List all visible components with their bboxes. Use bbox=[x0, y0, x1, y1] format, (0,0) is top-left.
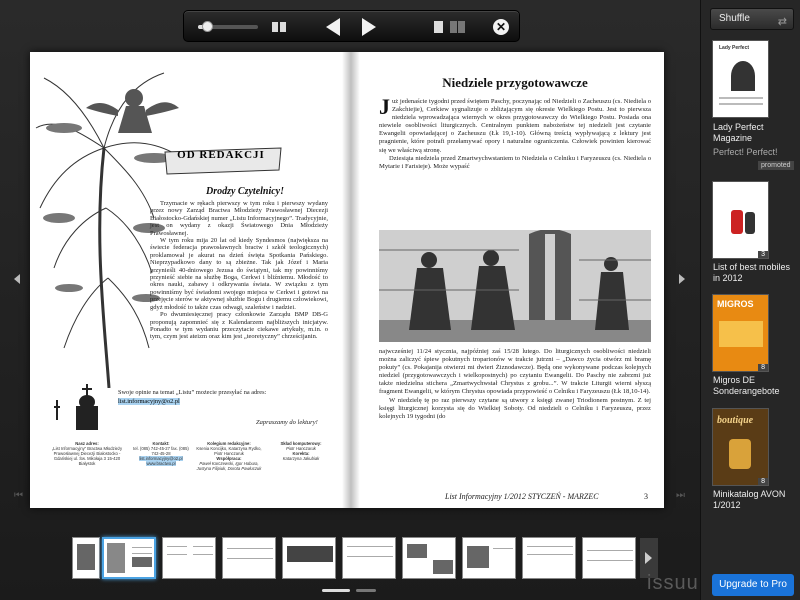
cover-portrait-image bbox=[731, 61, 755, 91]
cooperation-text: Paweł Karczewski, Igor Habura, Justyna Filipiuk, Dorota Pawluczuk bbox=[196, 461, 262, 471]
layout-heading: Skład komputerowy: bbox=[280, 441, 322, 446]
layout-column bbox=[266, 441, 336, 461]
recommendation-cover[interactable] bbox=[712, 408, 769, 486]
cover-brand: MIGROS bbox=[717, 299, 754, 309]
contact-phones: tel. (085) 742-45-27 fax. (085) 742-45-28 bbox=[133, 446, 189, 456]
recommendation-subtitle: Perfect! Perfect! bbox=[713, 147, 778, 157]
page-count-badge: 8 bbox=[758, 478, 768, 485]
email-invitation-text: Swoje opinie na temat „Listu” możecie przesyłać na adres: bbox=[118, 389, 267, 396]
article-paragraph: Dziesiąta niedziela przed Zmartwychwstaniem to Niedziela o Celniku i Faryzeuszu (cs. Niediela o Mytarie i Farisieje). Może wypaść bbox=[379, 154, 651, 170]
article-title: Niedziele przygotowawcze bbox=[442, 75, 588, 90]
next-page-button[interactable] bbox=[362, 18, 376, 36]
cover-phone-image bbox=[731, 210, 743, 234]
article-paragraph: uż jedenaście tygodni przed świętem Paschy, poczynając od Niedzieli o Zacheuszu (cs. Niediela o Zakchiejie), Cerkiew sygnalizuje o zbliżającym się okresie Wielkiego Postu. Jest to pierwsza niedziela wprowadzająca wiernych w okres przygotowawczy do Wielkiego Postu. Posiada ona niewiele osobliwości liturgicznych. Centralnym punktem nabożeństw tej niedzieli jest czytanie Ewangelii opowiadającej o Zacheuszu (Łk 19,1-10). Główną treścią wypływającą z lektury jest pragnienie, które potrafi przełamywać opory i naturalne ograniczenia. Człowiek powinien kierować się we właściwą stronę. bbox=[379, 98, 651, 154]
editorial-paragraph: Po dwumiesięcznej pracy członkowie Zarządu BMP DB-G proponują zapomnieć się z Kalendarzem najbliższych inicjatyw. Ponadto w tym wydaniu przeczytacie ciekawe artykuły, m.in. o tym, czym jest ateizm oraz kim jest „teoretyczny” chrześcijanin. bbox=[150, 311, 328, 341]
page-thumbnail[interactable] bbox=[282, 537, 336, 579]
recommendation-title[interactable]: Migros DE Sonderangebote bbox=[713, 375, 780, 396]
editorial-body bbox=[150, 200, 328, 341]
article-text-bottom bbox=[379, 348, 651, 421]
page-thumbnail[interactable] bbox=[522, 537, 576, 579]
chevron-right-icon bbox=[645, 552, 652, 564]
first-page-icon[interactable]: ⏮ bbox=[14, 490, 23, 501]
shuffle-button[interactable] bbox=[710, 8, 794, 30]
address-column bbox=[48, 441, 126, 466]
article-paragraph: W niedzielę tę po raz pierwszy czytane są utwory z księgi zwanej Triodionem postnym. Z tej księgi liturgicznej korzysta się do Wielkiej Soboty. Od niedzieli o Celniku i Faryzeuszu, przez kolejnych 19 tygodni (do bbox=[379, 396, 651, 420]
greeting-title: Drodzy Czytelnicy! bbox=[205, 186, 285, 197]
editors-text: Ksenia Koncijko, Katarzyna Rydko, Piotr Hanczaruk bbox=[196, 446, 262, 456]
next-spread-arrow-icon[interactable] bbox=[679, 274, 685, 284]
page-thumbnail[interactable] bbox=[462, 537, 516, 579]
page-number: 3 bbox=[644, 492, 648, 501]
church-cross-illustration bbox=[54, 382, 124, 434]
double-page-view-icon[interactable] bbox=[450, 21, 466, 33]
promoted-badge: promoted bbox=[758, 161, 794, 170]
previous-page-button[interactable] bbox=[326, 18, 340, 36]
address-text: „List Informacyjny” Bractwa Młodzieży Prawosławnej Diecezji Białostocko - Gdańskiej ul. Św. Mikołaja 3 15-420 Białystok bbox=[51, 446, 123, 466]
close-reader-button[interactable]: ✕ bbox=[493, 19, 509, 35]
cover-brand: boutique bbox=[717, 415, 754, 426]
previous-spread-arrow-icon[interactable] bbox=[14, 274, 20, 284]
editors-column bbox=[196, 441, 262, 471]
last-page-icon[interactable]: ⏭ bbox=[676, 490, 685, 501]
left-page[interactable] bbox=[30, 52, 348, 508]
zoom-slider[interactable] bbox=[198, 25, 258, 29]
page-thumbnail[interactable] bbox=[222, 537, 276, 579]
recommendation-cover[interactable] bbox=[712, 294, 769, 372]
article-paragraph: najwcześniej 11/24 stycznia, najpóźniej zaś 15/28 lutego. Do liturgicznych osobliwości niedzieli można zaliczyć śpiew pokutnych troparionów w trakcie jutrzni – „Dawco życia otwórz mi bramę pokuty” (cs. Pokajanija otwierzi mi dwieri Żiznodawcze). Będą one wykonywane podczas kolejnych niedziel (przygotowawczych i wielkopostnych) po czytaniu Ewangelii. Do Paschy nie zabrzmi już także niedzielna stichera „Zmartwychwstał Chrystus z grobu...”. W trakcie Liturgii wierni słyszą fragment Ewangelii, w którym Chrystus opowiada przypowieść o Celniku i Faryzeuszu (Łk 18,10-14). bbox=[379, 348, 651, 396]
contact-heading: Kontakt: bbox=[152, 441, 170, 446]
contact-column bbox=[130, 441, 192, 466]
page-thumbnail[interactable] bbox=[582, 537, 636, 579]
article-text-top bbox=[379, 94, 651, 171]
page-count-badge: 3 bbox=[758, 251, 768, 258]
recommendation-cover[interactable] bbox=[712, 181, 769, 259]
issuu-logo: issuu bbox=[647, 572, 699, 594]
shuffle-icon: ⇄ bbox=[777, 16, 787, 28]
upgrade-to-pro-button[interactable]: Upgrade to Pro bbox=[712, 574, 794, 596]
page-thumbnail[interactable] bbox=[72, 537, 100, 579]
cooperation-heading: Współpraca: bbox=[216, 456, 242, 461]
page-thumbnail[interactable] bbox=[342, 537, 396, 579]
editorial-paragraph: Trzymacie w rękach pierwszy w tym roku i pierwszy wydany przez nowy Zarząd Bractwa Młodzieży Prawosławnej Diecezji Białostocko-Gdańskiej numer „Listu Informacyjnego”. Tradycyjnie, jest on wydany z okazji Światowego Dnia Młodzieży Prawosławnej. bbox=[150, 200, 328, 237]
page-thumbnail[interactable] bbox=[402, 537, 456, 579]
layout-text: Piotr Hanczaruk bbox=[286, 446, 316, 451]
recommendations-sidebar bbox=[700, 0, 800, 600]
page-count-badge: 8 bbox=[758, 364, 768, 371]
proofreading-heading: Korekta: bbox=[292, 451, 310, 456]
issue-footer: List Informacyjny 1/2012 STYCZEŃ - MARZEC bbox=[445, 492, 599, 501]
reader-toolbar bbox=[183, 10, 520, 42]
pharisee-publican-engraving bbox=[379, 230, 651, 342]
page-thumbnail[interactable] bbox=[162, 537, 216, 579]
shuffle-button-label: Shuffle bbox=[719, 13, 750, 24]
fit-width-icon[interactable] bbox=[272, 22, 286, 32]
recommendation-title[interactable]: Minikatalog AVON 1/2012 bbox=[713, 489, 786, 510]
recommendation-title[interactable]: List of best mobiles in 2012 bbox=[713, 262, 791, 283]
cover-masthead: Lady Perfect bbox=[719, 45, 750, 51]
masthead-footer bbox=[48, 441, 338, 501]
address-heading: Nasz adres: bbox=[75, 441, 99, 446]
proofreading-text: Katarzyna Jakubiak bbox=[282, 456, 320, 461]
editors-heading: Kolegium redakcyjne: bbox=[207, 441, 251, 446]
zoom-slider-knob[interactable] bbox=[202, 21, 213, 32]
cover-perfume-image bbox=[729, 439, 751, 469]
strip-scroll-indicator[interactable] bbox=[322, 589, 382, 593]
drop-cap: J bbox=[379, 94, 390, 119]
recommendation-cover[interactable] bbox=[712, 40, 769, 118]
closing-text: Zapraszamy do lektury! bbox=[256, 419, 318, 426]
single-page-view-icon[interactable] bbox=[434, 21, 443, 33]
editorial-paragraph: W tym roku mija 20 lat od kiedy Syndesmos (największa na świecie federacja prawosławnych bractw i szkół teologicznych) proklamował je akurat na dzień święta Spotkania Pańskiego. Nieprzypadkowo dany to są zbieżne. Tak jak Józef i Maria przynieśli 40-dniowego Jezusa do świątyni, tak my powinniśmy przynieść siebie na służbę Boga, Cerkwi i bliźniemu. Młodość to okres nauki, zabawy i odkrywania świata. W związku z tym powinniśmy być świadomi swojego miejsca w Cerkwi i gotowi na przejęcie sterów w aktywnej służbie Bogu i drugiemu człowiekowi, gdyż młodość to także czas odwagi, szaleństw i nadziei. bbox=[150, 237, 328, 311]
contact-email-link[interactable]: list.informacyjny@o2.pl bbox=[139, 456, 183, 461]
contact-website-link[interactable]: www.bractwo.pl bbox=[146, 461, 176, 466]
editorial-banner-text: OD REDAKCJI bbox=[177, 149, 265, 161]
editorial-email-link[interactable]: list.informacyjny@o2.pl bbox=[118, 398, 180, 405]
page-thumbnail-selected[interactable] bbox=[102, 537, 156, 579]
recommendation-title[interactable]: Lady Perfect Magazine bbox=[713, 122, 764, 143]
book-spread[interactable] bbox=[30, 52, 664, 508]
right-page[interactable] bbox=[355, 52, 664, 508]
cover-product-image bbox=[719, 321, 763, 347]
thumbnail-strip[interactable] bbox=[70, 535, 660, 585]
